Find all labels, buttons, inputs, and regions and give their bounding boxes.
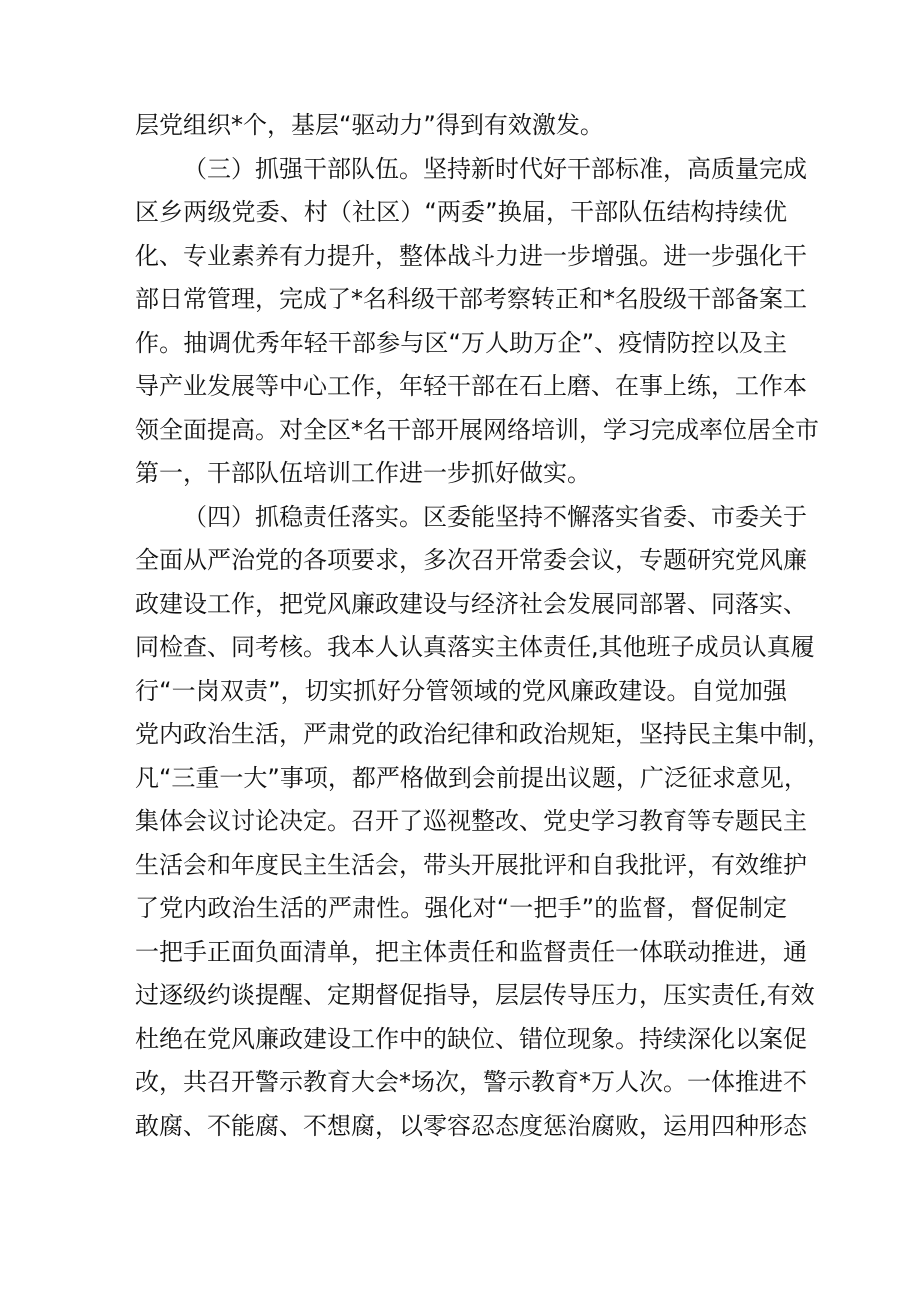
text-line: 同检查、同考核。我本人认真落实主体责任,其他班子成员认真履 [135,633,815,661]
text-line: 党内政治生活，严肃党的政治纪律和政治规矩，坚持民主集中制， [135,720,831,748]
text-line: （四）抓稳责任落实。区委能坚持不懈落实省委、市委关于 [183,502,807,531]
text-line: 过逐级约谈提醒、定期督促指导，层层传导压力，压实责任,有效 [135,981,815,1009]
paragraph-section-4 [135,496,831,1149]
text-line: （三）抓强干部队伍。坚持新时代好干部标准，高质量完成 [183,154,807,183]
text-line: 化、专业素养有力提升，整体战斗力进一步增强。进一步强化干 [135,241,807,270]
text-line: 部日常管理，完成了*名科级干部考察转正和*名股级干部备案工 [135,285,807,313]
text-line: 改，共召开警示教育大会*场次，警示教育*万人次。一体推进不 [135,1068,807,1096]
paragraph-section-3 [135,148,819,496]
text-line: 一把手正面负面清单，把主体责任和监督责任一体联动推进，通 [135,937,807,966]
text-line: 区乡两级党委、村（社区）“两委”换届，干部队伍结构持续优 [135,198,787,226]
text-line: 生活会和年度民主生活会，带头开展批评和自我批评，有效维护 [135,850,807,879]
text-line: 了党内政治生活的严肃性。强化对“一把手”的监督，督促制定 [135,894,787,922]
document-body [135,104,831,1148]
text-line: 作。抽调优秀年轻干部参与区“万人助万企”、疫情防控以及主 [135,328,787,357]
text-line: 领全面提高。对全区*名干部开展网络培训，学习完成率位居全市 [135,415,819,444]
text-line: 导产业发展等中心工作，年轻干部在石上磨、在事上练，工作本 [135,372,807,400]
text-line: 凡“三重一大”事项，都严格做到会前提出议题，广泛征求意见， [135,763,808,792]
text-line: 敢腐、不能腐、不想腐，以零容忍态度惩治腐败，运用四种形态 [135,1111,807,1140]
text-line: 集体会议讨论决定。召开了巡视整改、党史学习教育等专题民主 [135,807,807,835]
text-line: 全面从严治党的各项要求，多次召开常委会议，专题研究党风廉 [135,546,807,574]
text-line: 第一，干部队伍培训工作进一步抓好做实。 [135,459,591,487]
text-line: 层党组织*个，基层“驱动力”得到有效激发。 [135,111,604,139]
text-line: 政建设工作，把党风廉政建设与经济社会发展同部署、同落实、 [135,589,807,618]
text-line: 行“一岗双责”，切实抓好分管领域的党风廉政建设。自觉加强 [135,676,787,705]
paragraph-continuation [135,104,787,148]
text-line: 杜绝在党风廉政建设工作中的缺位、错位现象。持续深化以案促 [135,1024,807,1053]
